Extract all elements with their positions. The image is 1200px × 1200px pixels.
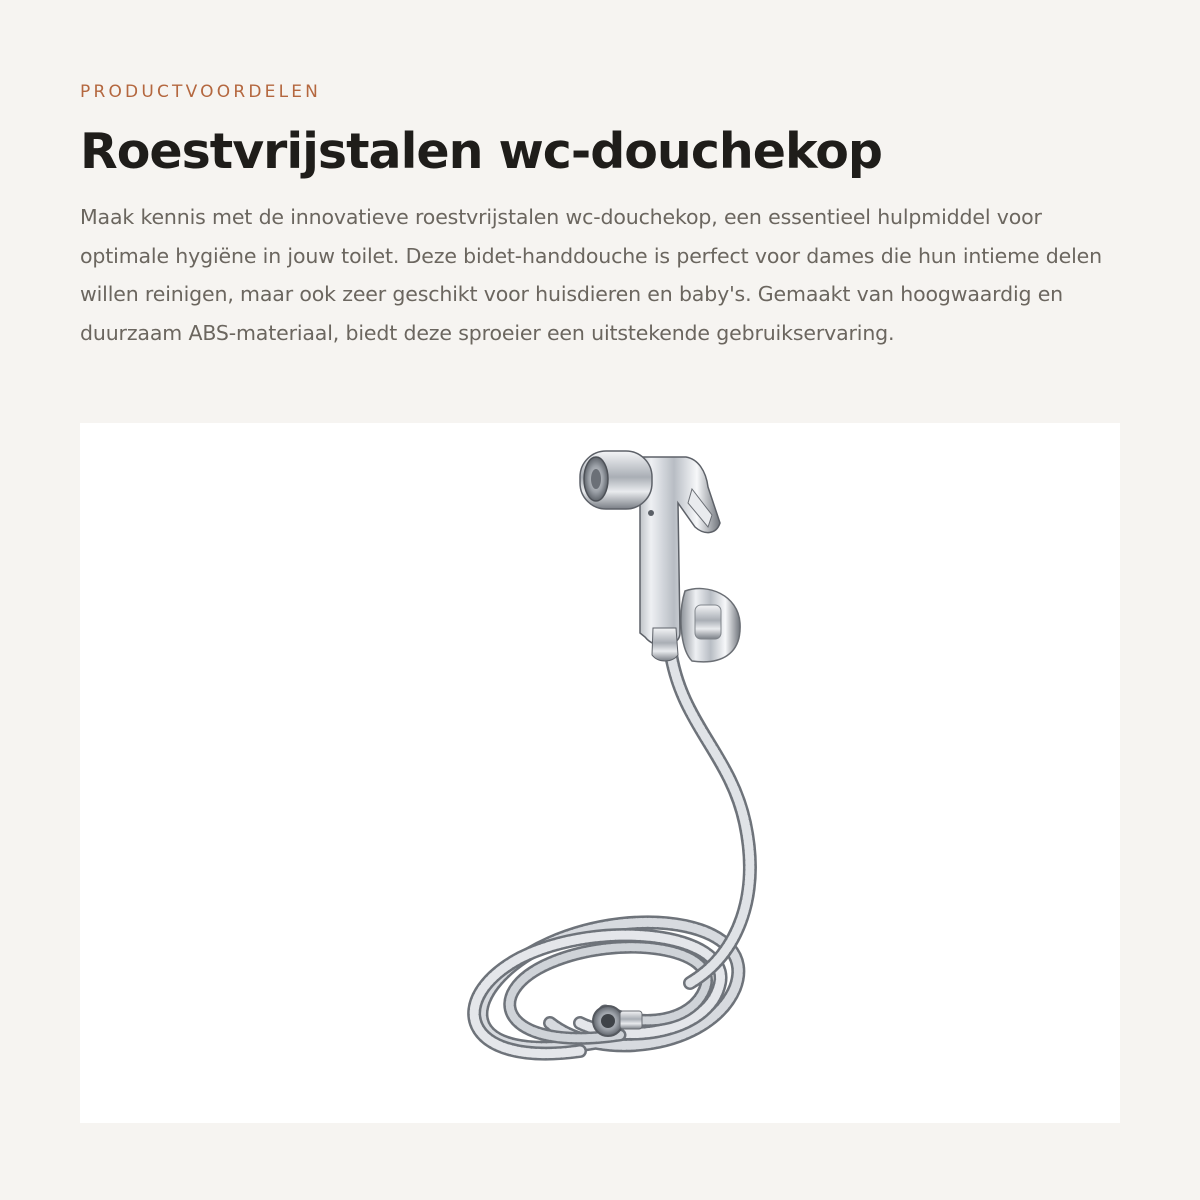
product-image xyxy=(80,423,1120,1123)
section-title: Roestvrijstalen wc-douchekop xyxy=(80,123,882,180)
section-description: Maak kennis met de innovatieve roestvrijstalen wc-douchekop, een essentieel hulpmiddel voor optimale hygiëne in jouw toilet. Deze bidet-handdouche is perfect voor dames die hun intieme delen willen reinigen, maar ook zeer geschikt voor huisdieren en baby's. Gemaakt van hoogwaardig en duurzaam ABS-materiaal, biedt deze sproeier een uitstekende gebruikservaring. xyxy=(80,205,1102,345)
section-eyebrow: PRODUCTVOORDELEN xyxy=(80,82,322,102)
bidet-sprayer-illustration xyxy=(80,423,1120,1123)
